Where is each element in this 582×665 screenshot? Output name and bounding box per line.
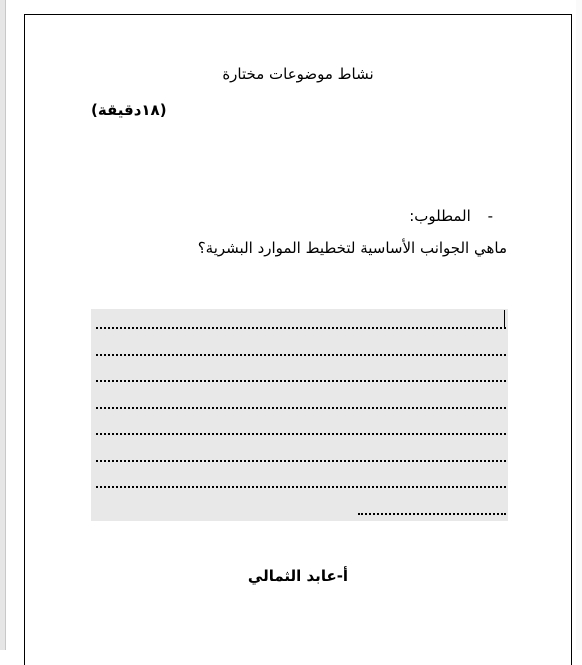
author-signature: أ-عابد الثمالي — [247, 567, 349, 585]
required-label: المطلوب: — [409, 207, 471, 225]
document-page[interactable] — [24, 14, 572, 665]
window-right-edge — [576, 0, 582, 650]
answer-line — [96, 485, 506, 488]
text-cursor — [504, 310, 505, 329]
answer-line — [96, 459, 506, 462]
answer-line — [358, 512, 506, 515]
answer-line — [96, 326, 506, 329]
answer-line — [96, 432, 506, 435]
answer-line — [96, 406, 506, 409]
list-dash: - — [487, 207, 493, 225]
window-left-gutter — [0, 0, 6, 650]
answer-area[interactable] — [91, 309, 508, 521]
answer-line — [96, 353, 506, 356]
question-text: ماهي الجوانب الأساسية لتخطيط الموارد البشرية؟ — [197, 239, 507, 257]
required-heading — [409, 207, 493, 225]
answer-line — [96, 379, 506, 382]
activity-duration: (١٨دقيقة) — [91, 101, 167, 119]
activity-title: نشاط موضوعات مختارة — [222, 65, 374, 83]
